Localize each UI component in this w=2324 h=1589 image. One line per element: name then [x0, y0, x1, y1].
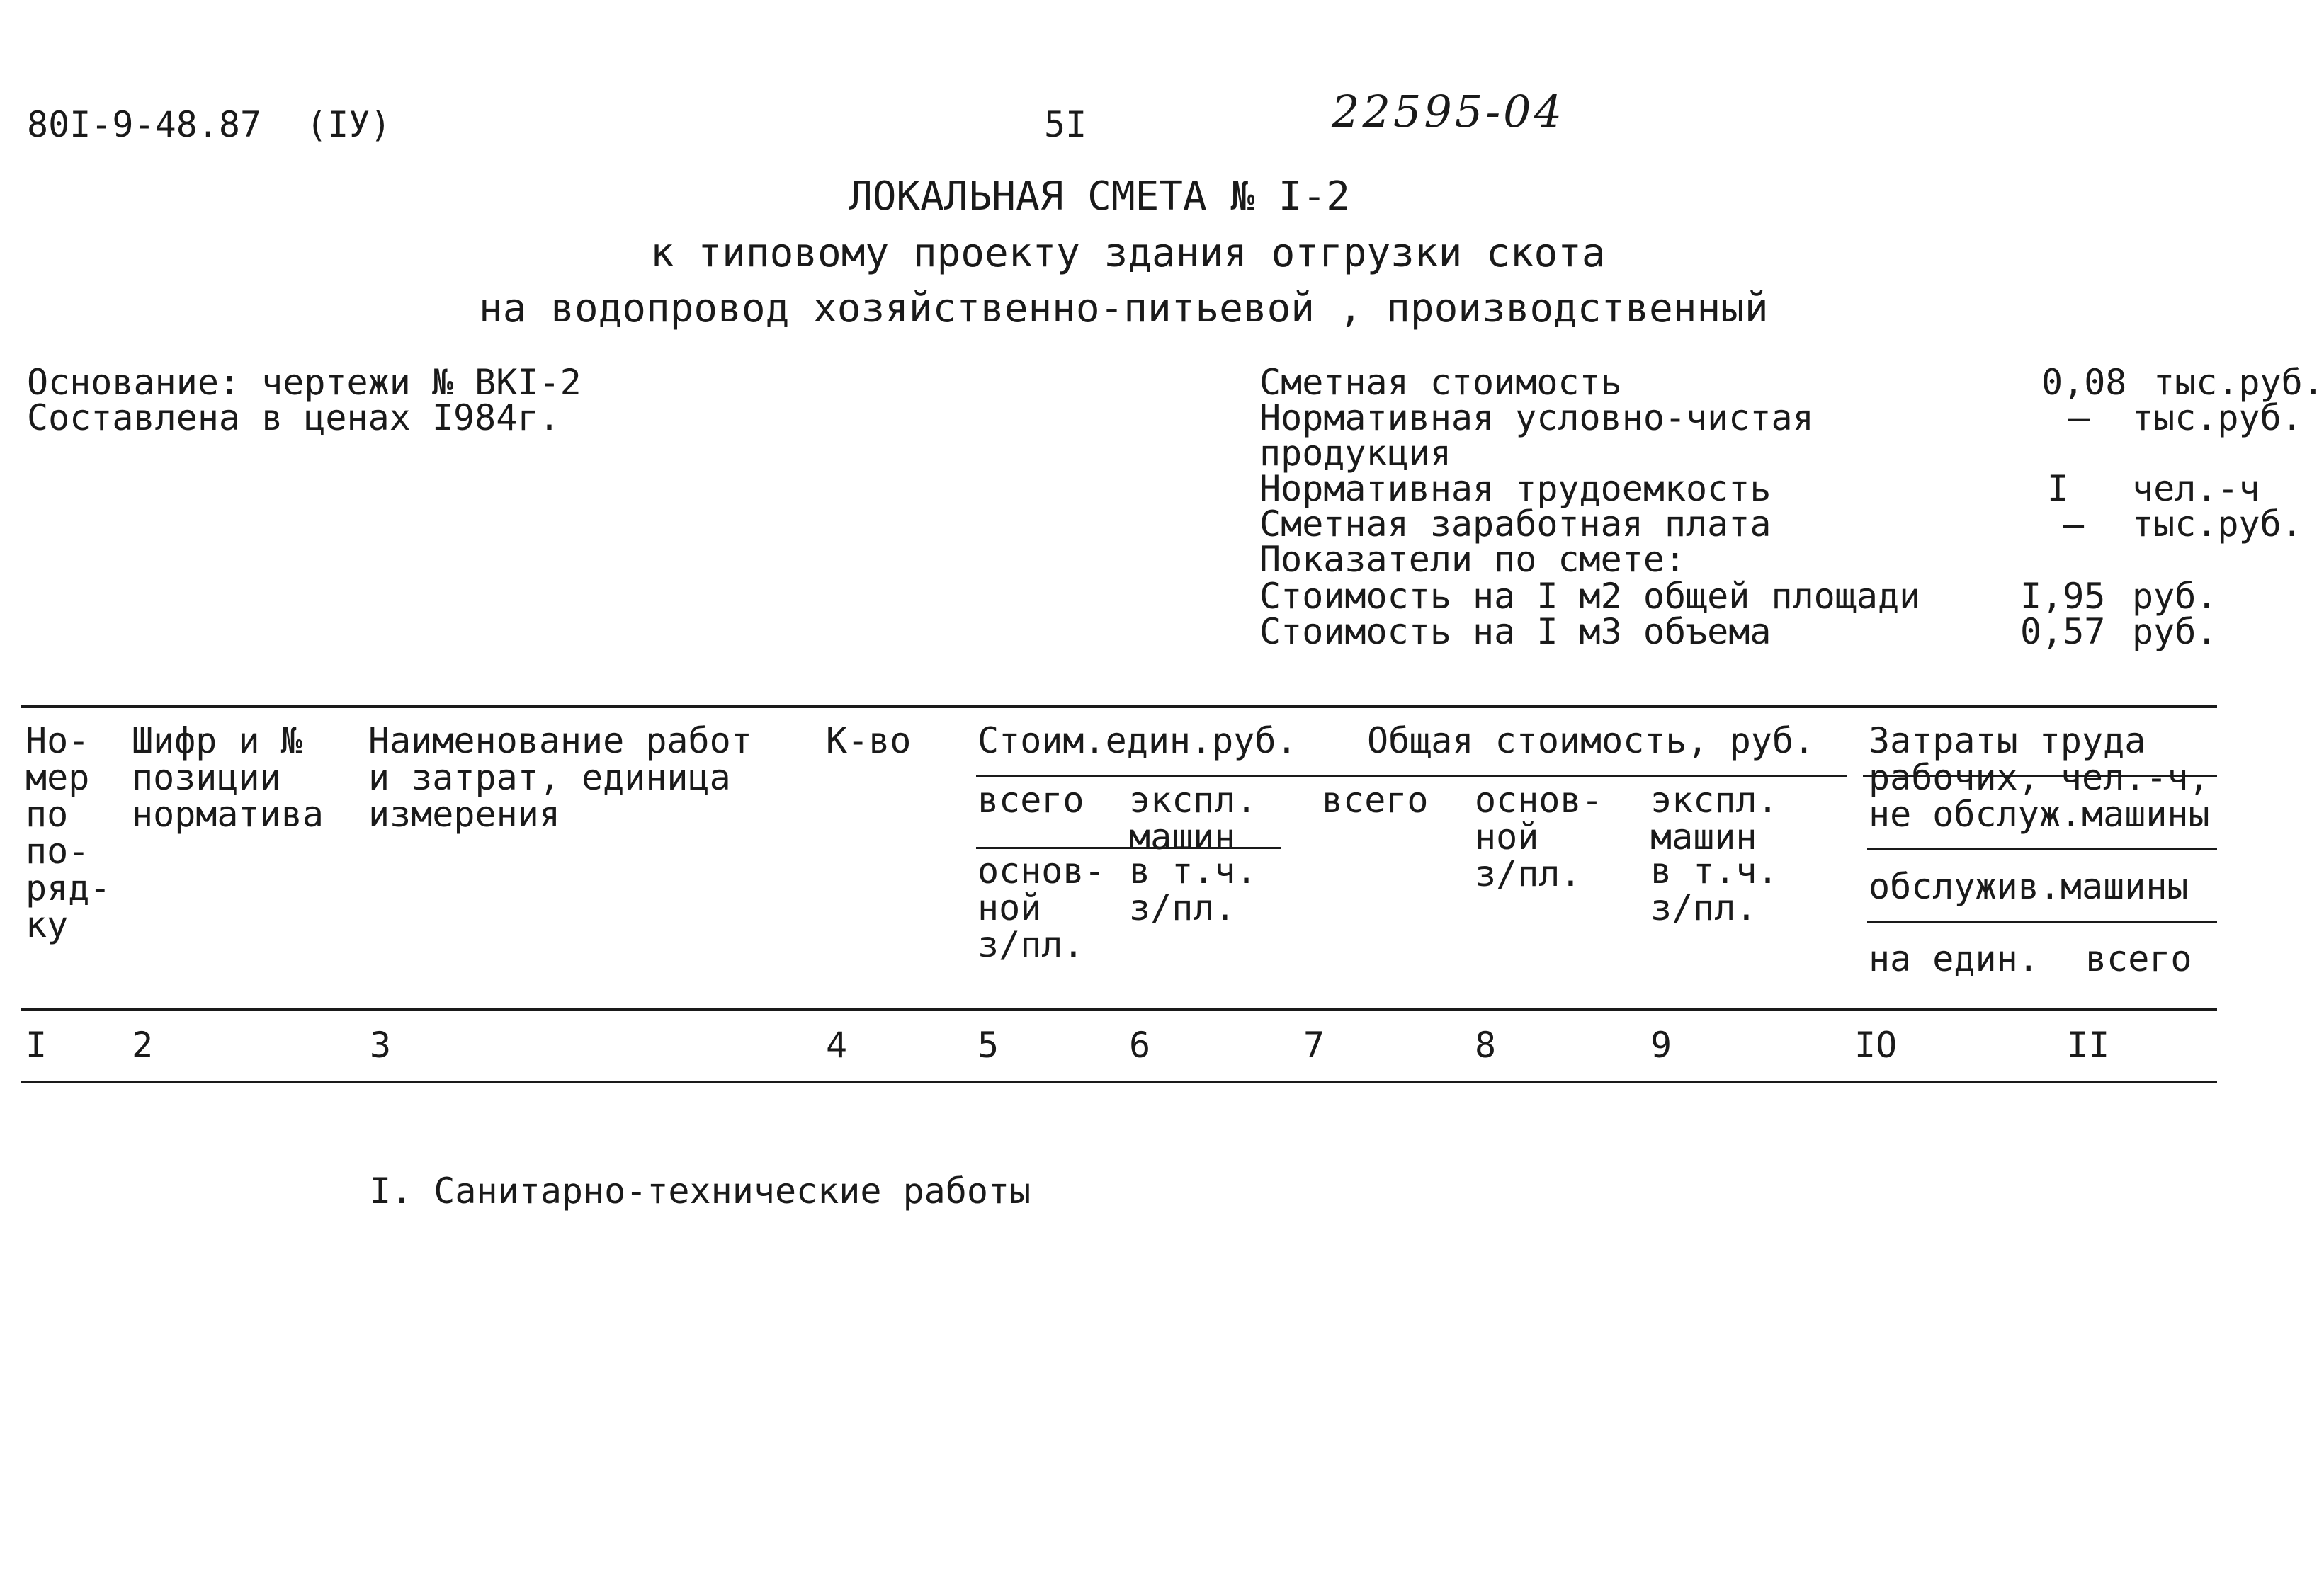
summary-label-cost: Сметная стоимость	[1259, 362, 1622, 403]
col-header-total-incl-wage: в т.ч. з/пл.	[1650, 850, 1779, 928]
col-header-total-total: всего	[1322, 780, 1429, 821]
summary-value-cost-m3: 0,57	[2020, 611, 2106, 652]
column-number-3: 3	[370, 1025, 392, 1066]
col-header-labor-group: Затраты труда рабочих, чел.-ч, не обслуж.машины	[1869, 720, 2210, 835]
summary-value-cost-m2: I,95	[2020, 576, 2106, 617]
album-number: (IУ)	[306, 104, 392, 145]
table-header-bottom-rule	[21, 1008, 2217, 1011]
col-header-total-cost-group: Общая стоимость, руб.	[1367, 720, 1815, 761]
summary-unit-cost-m2: руб.	[2132, 576, 2218, 617]
col-header-labor-service: обслужив.машины	[1869, 866, 2189, 907]
basis-drawings: Основание: чертежи № ВКI-2	[27, 362, 582, 403]
summary-label-indicators: Показатели по смете:	[1259, 539, 1687, 580]
summary-value-cost: 0,08	[2041, 362, 2127, 403]
col-header-total-basic-wage: основ- ной з/пл.	[1475, 780, 1603, 894]
estimate-subtitle: к типовому проекту здания отгрузки скота	[650, 230, 1606, 276]
column-number-5: 5	[977, 1025, 999, 1066]
col-header-unit-total: всего	[977, 780, 1084, 821]
estimate-object: на водопровод хозяйственно-питьевой , производственный	[479, 285, 1769, 331]
col-header-unit-machines: экспл. машин	[1129, 780, 1257, 858]
summary-label-net-product: Нормативная условно-чистая	[1259, 397, 1814, 438]
column-number-6: 6	[1129, 1025, 1151, 1066]
unit-cost-group-rule	[976, 775, 1847, 777]
summary-value-net-product: –	[2068, 397, 2090, 438]
labor-sub-rule-1	[1867, 848, 2217, 850]
estimate-title: ЛОКАЛЬНАЯ СМЕТА № I-2	[849, 173, 1351, 220]
col-header-norm-code: Шифр и № позиции норматива	[132, 720, 324, 835]
column-number-2: 2	[132, 1025, 154, 1066]
summary-label-cost-m3: Стоимость на I м3 объема	[1259, 611, 1772, 652]
summary-label-cost-m2: Стоимость на I м2 общей площади	[1259, 576, 1921, 617]
summary-unit-cost-m3: руб.	[2132, 611, 2218, 652]
page-number: 5I	[1044, 104, 1087, 145]
column-numbers-bottom-rule	[21, 1081, 2217, 1083]
col-header-unit-cost-group: Стоим.един.руб.	[977, 720, 1298, 761]
labor-sub-rule-2	[1867, 921, 2217, 923]
column-number-1: I	[25, 1025, 47, 1066]
col-header-labor-per-unit: на един.	[1869, 938, 2039, 979]
column-number-10: IO	[1854, 1025, 1898, 1066]
col-header-total-machines: экспл. машин	[1650, 780, 1779, 858]
doc-code: 80I-9-48.87	[27, 104, 262, 145]
summary-value-wage: –	[2063, 503, 2085, 545]
summary-value-labor: I	[2047, 468, 2069, 509]
column-number-4: 4	[826, 1025, 848, 1066]
basis-prices: Составлена в ценах I984г.	[27, 397, 560, 438]
column-number-8: 8	[1475, 1025, 1497, 1066]
summary-label-labor: Нормативная трудоемкость	[1259, 468, 1772, 509]
summary-label-product: продукция	[1259, 433, 1451, 474]
col-header-labor-total: всего	[2085, 938, 2192, 979]
col-header-quantity: К-во	[826, 720, 912, 761]
column-number-7: 7	[1303, 1025, 1325, 1066]
summary-unit-labor: чел.-ч	[2132, 468, 2260, 509]
col-header-unit-basic-wage: основ- ной з/пл.	[977, 850, 1106, 965]
inventory-number: 22595-04	[1332, 86, 1565, 137]
section-heading: I. Санитарно-технические работы	[370, 1171, 1031, 1212]
col-header-unit-incl-wage: в т.ч. з/пл.	[1129, 850, 1257, 928]
summary-unit-cost: тыс.руб.	[2153, 362, 2324, 403]
col-header-row-number: Но- мер по по- ряд- ку	[25, 720, 111, 945]
table-top-rule	[21, 705, 2217, 708]
summary-label-wage: Сметная заработная плата	[1259, 503, 1772, 545]
summary-unit-net-product: тыс.руб.	[2132, 397, 2303, 438]
summary-unit-wage: тыс.руб.	[2132, 503, 2303, 545]
column-number-11: II	[2067, 1025, 2110, 1066]
column-number-9: 9	[1650, 1025, 1672, 1066]
col-header-work-name: Наименование работ и затрат, единица измерения	[368, 720, 752, 835]
